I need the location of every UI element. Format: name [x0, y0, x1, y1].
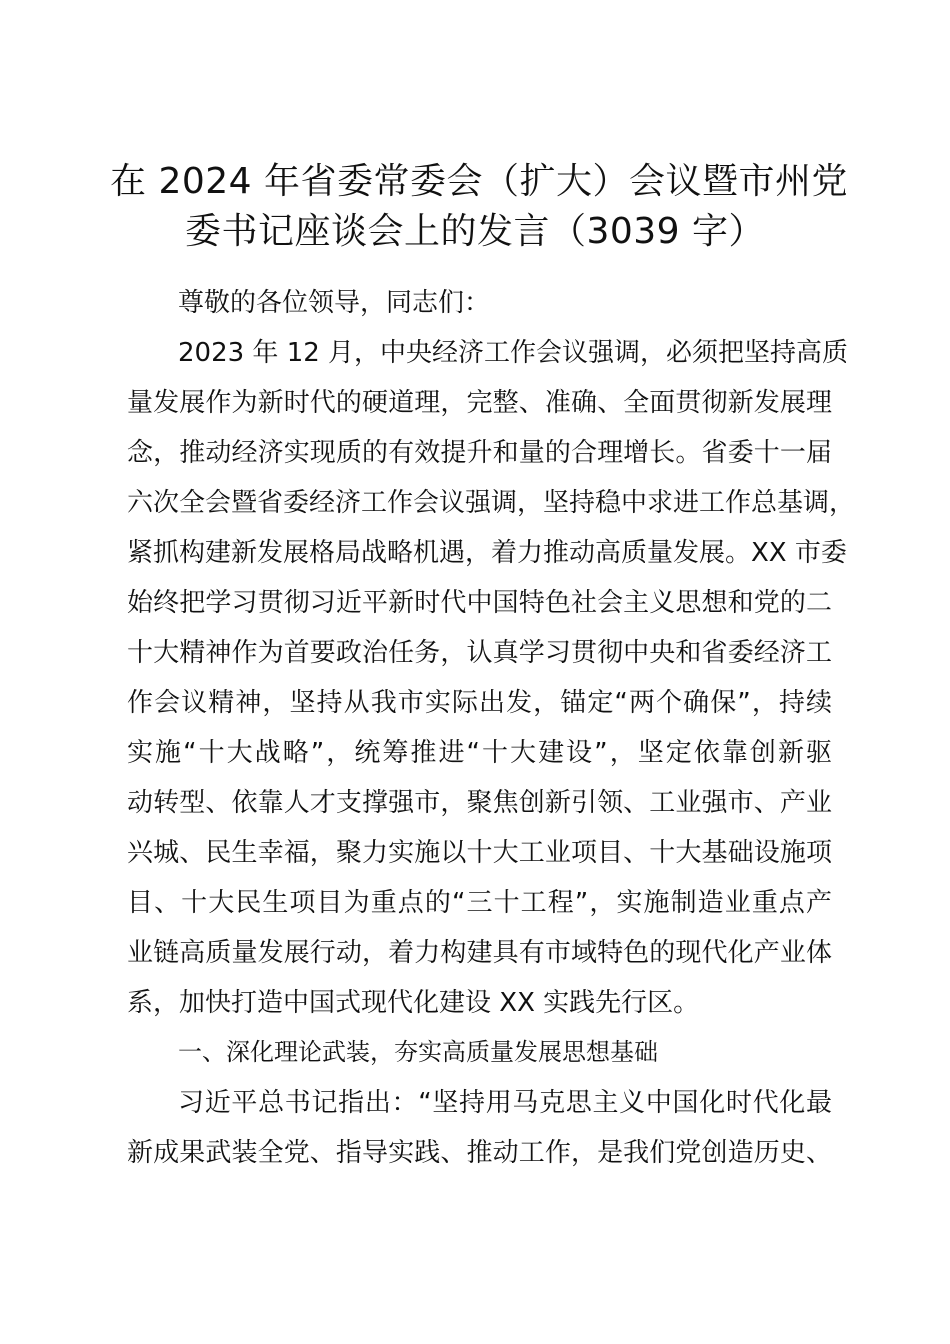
paragraph-1-line: 十大精神作为首要政治任务，认真学习贯彻中央和省委经济工 [127, 638, 832, 668]
section-1-heading: 一、深化理论武装，夯实高质量发展思想基础 [178, 1038, 658, 1066]
paragraph-1-line: 紧抓构建新发展格局战略机遇，着力推动高质量发展。XX 市委 [127, 538, 847, 568]
paragraph-1-line: 念，推动经济实现质的有效提升和量的合理增长。省委十一届 [127, 438, 832, 468]
document-title-line-1: 在 2024 年省委常委会（扩大）会议暨市州党 [110, 161, 849, 202]
paragraph-1-line: 作会议精神，坚持从我市实际出发，锚定“两个确保”，持续 [127, 688, 832, 718]
paragraph-1-line: 系，加快打造中国式现代化建设 XX 实践先行区。 [127, 988, 700, 1018]
paragraph-1-line: 实施“十大战略”，统筹推进“十大建设”，坚定依靠创新驱 [127, 738, 832, 768]
paragraph-1-line: 动转型、依靠人才支撑强市，聚焦创新引领、工业强市、产业 [127, 788, 832, 818]
paragraph-1-line: 始终把学习贯彻习近平新时代中国特色社会主义思想和党的二 [127, 588, 832, 618]
paragraph-1-line: 2023 年 12 月，中央经济工作会议强调，必须把坚持高质 [178, 338, 849, 368]
salutation: 尊敬的各位领导，同志们： [178, 288, 491, 318]
paragraph-1-line: 量发展作为新时代的硬道理，完整、准确、全面贯彻新发展理 [127, 388, 832, 418]
paragraph-1-line: 业链高质量发展行动，着力构建具有市域特色的现代化产业体 [127, 938, 832, 968]
paragraph-1-line: 目、十大民生项目为重点的“三十工程”，实施制造业重点产 [127, 888, 832, 918]
paragraph-2-line: 习近平总书记指出：“坚持用马克思主义中国化时代化最 [178, 1088, 832, 1118]
paragraph-2-line: 新成果武装全党、指导实践、推动工作，是我们党创造历史、 [127, 1138, 832, 1168]
document-title-line-2: 委书记座谈会上的发言（3039 字） [184, 211, 766, 252]
paragraph-1-line: 兴城、民生幸福，聚力实施以十大工业项目、十大基础设施项 [127, 838, 832, 868]
paragraph-1-line: 六次全会暨省委经济工作会议强调，坚持稳中求进工作总基调， [127, 488, 856, 518]
